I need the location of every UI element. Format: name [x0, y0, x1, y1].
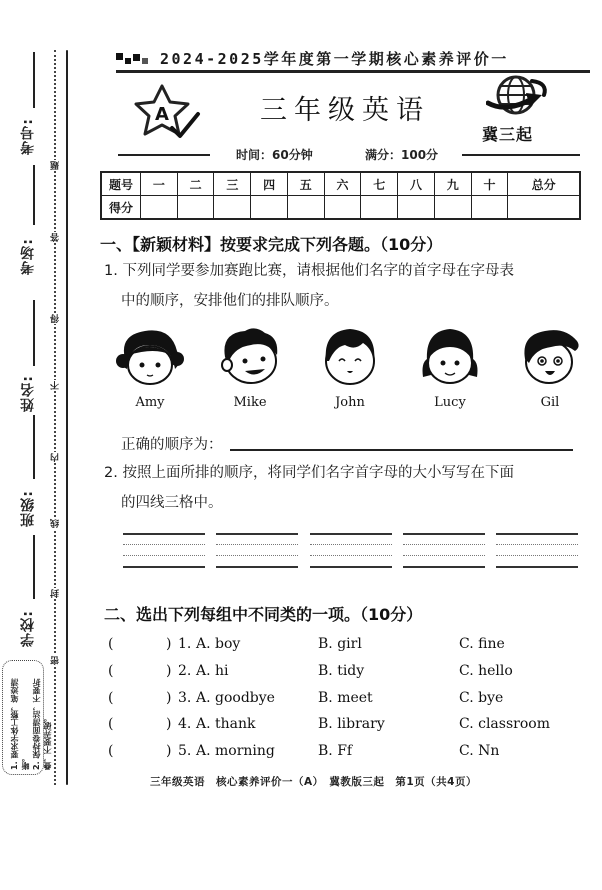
- boy-spiky-hair-face-icon: [215, 325, 285, 387]
- score-cell[interactable]: [508, 196, 580, 220]
- edition-label: 冀三起: [482, 125, 534, 144]
- exam-number-label: 考号:: [20, 118, 36, 155]
- score-cell[interactable]: [214, 196, 251, 220]
- column-header: 十: [471, 172, 508, 196]
- choice-question-1: [108, 636, 588, 660]
- score-cell[interactable]: [287, 196, 324, 220]
- score-cell[interactable]: [398, 196, 435, 220]
- kid-amy: [110, 325, 190, 410]
- seal-char: 内: [51, 453, 61, 462]
- answer-paren-close: ): [166, 663, 172, 679]
- choice-question-4: [108, 716, 588, 740]
- exam-notes-box: [2, 660, 52, 775]
- option-c: C. fine: [459, 636, 505, 652]
- answer-paren-close: ): [166, 743, 172, 759]
- column-header: 二: [177, 172, 214, 196]
- q2-text-line1: 2. 按照上面所排的顺序，将同学们名字首字母的大小写写在下面: [104, 465, 514, 481]
- boy-surprised-face-icon: [515, 325, 585, 387]
- boy-smiling-face-icon: [315, 325, 385, 387]
- answer-paren-open[interactable]: (: [108, 636, 114, 652]
- kid-name: Gil: [540, 395, 560, 410]
- option-c: C. classroom: [459, 716, 550, 732]
- top-banner: [116, 45, 590, 71]
- option-b: B. meet: [318, 690, 373, 706]
- seal-char: 封: [51, 589, 61, 598]
- question-number: 2.: [178, 663, 192, 679]
- option-a: A. thank: [196, 716, 256, 732]
- option-b: B. library: [318, 716, 385, 732]
- answer-label: 正确的顺序为：: [121, 437, 223, 453]
- score-table: [100, 171, 581, 220]
- option-a: A. boy: [196, 636, 241, 652]
- four-line-grid[interactable]: [216, 533, 298, 569]
- score-cell[interactable]: [361, 196, 398, 220]
- seal-char: 答: [51, 233, 61, 242]
- q2-text-line2: 的四线三格中。: [121, 495, 223, 511]
- kid-mike: [210, 325, 290, 410]
- meta-rule-left: [118, 154, 210, 156]
- full-score: 满分：100分: [365, 148, 439, 162]
- note-1: 1. 要求字体工整，笔迹清晰。: [10, 678, 30, 770]
- svg-text:A: A: [155, 104, 169, 125]
- option-a: A. hi: [196, 663, 229, 679]
- question-number: 4.: [178, 716, 192, 732]
- meta-rule-right: [462, 154, 580, 156]
- question-number: 3.: [178, 690, 192, 706]
- score-table-score-row: [101, 196, 580, 220]
- name-label: 姓名:: [20, 375, 36, 412]
- order-answer-input[interactable]: [230, 449, 573, 451]
- option-b: B. girl: [318, 636, 362, 652]
- column-header: 七: [361, 172, 398, 196]
- choice-question-5: [108, 743, 588, 767]
- answer-paren-open[interactable]: (: [108, 663, 114, 679]
- column-header: 四: [251, 172, 288, 196]
- four-line-grid[interactable]: [310, 533, 392, 569]
- column-header: 八: [398, 172, 435, 196]
- question-number: 5.: [178, 743, 192, 759]
- four-line-grid[interactable]: [403, 533, 485, 569]
- score-cell[interactable]: [434, 196, 471, 220]
- section-1-title: 一、【新颖材料】按要求完成下列各题。（10分）: [100, 235, 443, 254]
- school-label: 学校:: [20, 610, 36, 647]
- option-b: B. Ff: [318, 743, 353, 759]
- page-footer: 三年级英语 核心素养评价一（A） 冀教版三起 第1页（共4页）: [150, 776, 477, 788]
- answer-paren-open[interactable]: (: [108, 716, 114, 732]
- seal-char: 不: [51, 381, 61, 390]
- kid-name: Amy: [135, 395, 165, 410]
- note-2: 2. 保持卷面清洁，不要折叠，不要弄破。: [32, 678, 52, 770]
- answer-paren-close: ): [166, 690, 172, 706]
- column-header: 一: [141, 172, 178, 196]
- exam-notes: [9, 665, 53, 770]
- checker-pattern-icon: [116, 53, 148, 64]
- seal-char: 题: [51, 161, 61, 170]
- seal-char: 密: [51, 656, 61, 665]
- option-c: C. hello: [459, 663, 513, 679]
- choice-question-2: [108, 663, 588, 687]
- exam-room-field[interactable]: [33, 165, 35, 225]
- exam-number-field[interactable]: [33, 52, 35, 108]
- option-c: C. bye: [459, 690, 504, 706]
- answer-paren-close: ): [166, 716, 172, 732]
- score-table-header-row: [101, 172, 580, 196]
- writing-grids: [123, 533, 578, 569]
- seal-char: 线: [51, 519, 61, 528]
- question-number: 1.: [178, 636, 192, 652]
- question-number-label: 题号: [101, 172, 141, 196]
- kid-name: John: [335, 395, 365, 410]
- exam-room-label: 考场:: [20, 238, 36, 275]
- score-cell[interactable]: [471, 196, 508, 220]
- girl-pigtails-face-icon: [415, 325, 485, 387]
- column-header: 九: [434, 172, 471, 196]
- column-header: 六: [324, 172, 361, 196]
- score-cell[interactable]: [177, 196, 214, 220]
- answer-paren-open[interactable]: (: [108, 690, 114, 706]
- class-field[interactable]: [33, 415, 35, 479]
- globe-arrow-icon: [486, 73, 552, 125]
- option-b: B. tidy: [318, 663, 365, 679]
- kid-gil: [510, 325, 590, 410]
- answer-paren-close: ): [166, 636, 172, 652]
- exam-title: 三年级英语: [260, 95, 430, 126]
- school-field[interactable]: [33, 535, 35, 599]
- section-2-title: 二、选出下列每组中不同类的一项。（10分）: [104, 605, 423, 624]
- binding-border-line: [66, 50, 68, 785]
- four-line-grid[interactable]: [496, 533, 578, 569]
- option-a: A. goodbye: [196, 690, 275, 706]
- kid-lucy: [410, 325, 490, 410]
- score-label: 得分: [101, 196, 141, 220]
- q1-text-line1: 1. 下列同学要参加赛跑比赛，请根据他们名字的首字母在字母表: [104, 263, 514, 279]
- kid-john: [310, 325, 390, 410]
- star-grade-a-icon: [128, 82, 206, 148]
- option-a: A. morning: [196, 743, 275, 759]
- class-label: 班级:: [20, 490, 36, 527]
- seal-char: 得: [51, 314, 61, 323]
- answer-paren-open[interactable]: (: [108, 743, 114, 759]
- score-cell[interactable]: [251, 196, 288, 220]
- option-c: C. Nn: [459, 743, 500, 759]
- q1-text-line2: 中的顺序，安排他们的排队顺序。: [121, 293, 339, 309]
- column-header: 三: [214, 172, 251, 196]
- kid-name: Mike: [233, 395, 267, 410]
- column-header: 总分: [508, 172, 580, 196]
- name-field[interactable]: [33, 300, 35, 366]
- time-limit: 时间：60分钟: [236, 148, 313, 162]
- kid-name: Lucy: [434, 395, 466, 410]
- choice-question-3: [108, 690, 588, 714]
- four-line-grid[interactable]: [123, 533, 205, 569]
- score-cell[interactable]: [141, 196, 178, 220]
- girl-curly-hair-face-icon: [115, 325, 185, 387]
- kids-row: [110, 325, 590, 410]
- banner-text: 2024-2025学年度第一学期核心素养评价一: [160, 49, 509, 68]
- column-header: 五: [287, 172, 324, 196]
- score-cell[interactable]: [324, 196, 361, 220]
